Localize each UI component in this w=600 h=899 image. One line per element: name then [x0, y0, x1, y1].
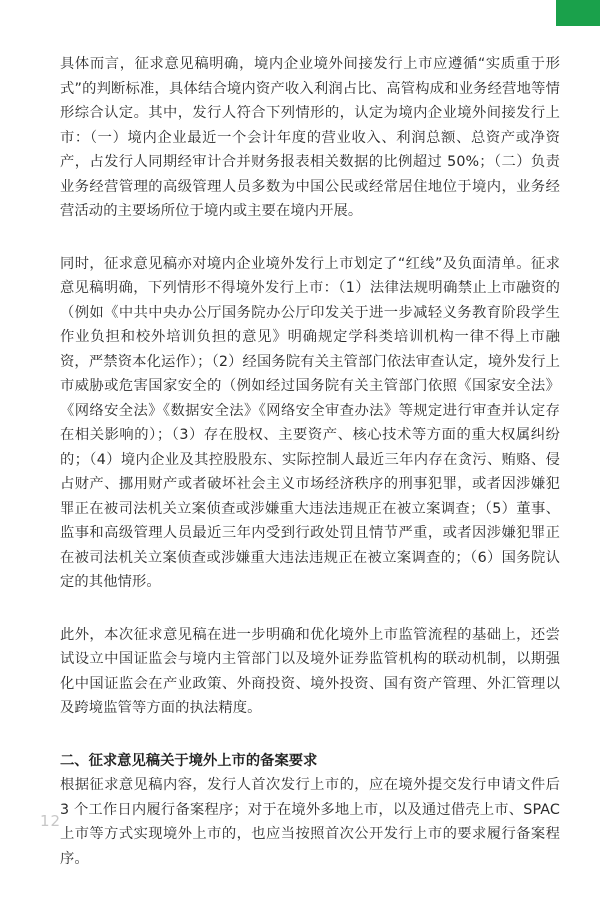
- page-number: 12: [40, 812, 62, 830]
- paragraph-indirect-listing-criteria: 具体而言，征求意见稿明确，境内企业境外间接发行上市应遵循“实质重于形式”的判断标准，具体结合境内资产收入利润占比、高管构成和业务经营地等情形综合认定。其中，发行人符合下列情形的，认定为境内企业境外间接发行上市：（一）境内企业最近一个会计年度的营业收入、利润总额、总资产或净资产，占发行人同期经审计合并财务报表相关数据的比例超过 50%；（二）负责业务经营管理的高级管理人员多数为中国公民或经常居住地位于境内，业务经营活动的主要场所位于境内或主要在境内开展。: [60, 56, 560, 219]
- corner-accent-tab: [556, 0, 600, 26]
- paragraph-filing-requirements: 根据征求意见稿内容，发行人首次发行上市的，应在境外提交发行申请文件后 3 个工作日内履行备案程序；对于在境外多地上市，以及通过借壳上市、SPAC 上市等方式实现境外上市的，也应当按照首次公开发行上市的要求履行备案程序。: [60, 777, 560, 867]
- paragraph-regulatory-linkage: 此外，本次征求意见稿在进一步明确和优化境外上市监管流程的基础上，还尝试设立中国证监会与境内主管部门以及境外证券监管机构的联动机制，以期强化中国证监会在产业政策、外商投资、境外投资、国有资产管理、外汇管理以及跨境监管等方面的执法精度。: [60, 626, 560, 716]
- page-content: [60, 52, 560, 899]
- section-heading-filing-requirements: 二、征求意见稿关于境外上市的备案要求: [60, 752, 318, 769]
- paragraph-red-lines-negative-list: 同时，征求意见稿亦对境内企业境外发行上市划定了“红线”及负面清单。征求意见稿明确，下列情形不得境外发行上市：（1）法律法规明确禁止上市融资的（例如《中共中央办公厅国务院办公厅印发关于进一步减轻义务教育阶段学生作业负担和校外培训负担的意见》明确规定学科类培训机构一律不得上市融资，严禁资本化运作）；（2）经国务院有关主管部门依法审查认定，境外发行上市威胁或危害国家安全的（例如经过国务院有关主管部门依照《国家安全法》《网络安全法》《数据安全法》《网络安全审查办法》等规定进行审查并认定存在相关影响的）；（3）存在股权、主要资产、核心技术等方面的重大权属纠纷的；（4）境内企业及其控股股东、实际控制人最近三年内存在贪污、贿赂、侵占财产、挪用财产或者破坏社会主义市场经济秩序的刑事犯罪，或者因涉嫌犯罪正在被司法机关立案侦查或涉嫌重大违法违规正在被立案调查；（5）董事、监事和高级管理人员最近三年内受到行政处罚且情节严重，或者因涉嫌犯罪正在被司法机关立案侦查或涉嫌重大违法违规正在被立案调查的；（6）国务院认定的其他情形。: [60, 255, 560, 590]
